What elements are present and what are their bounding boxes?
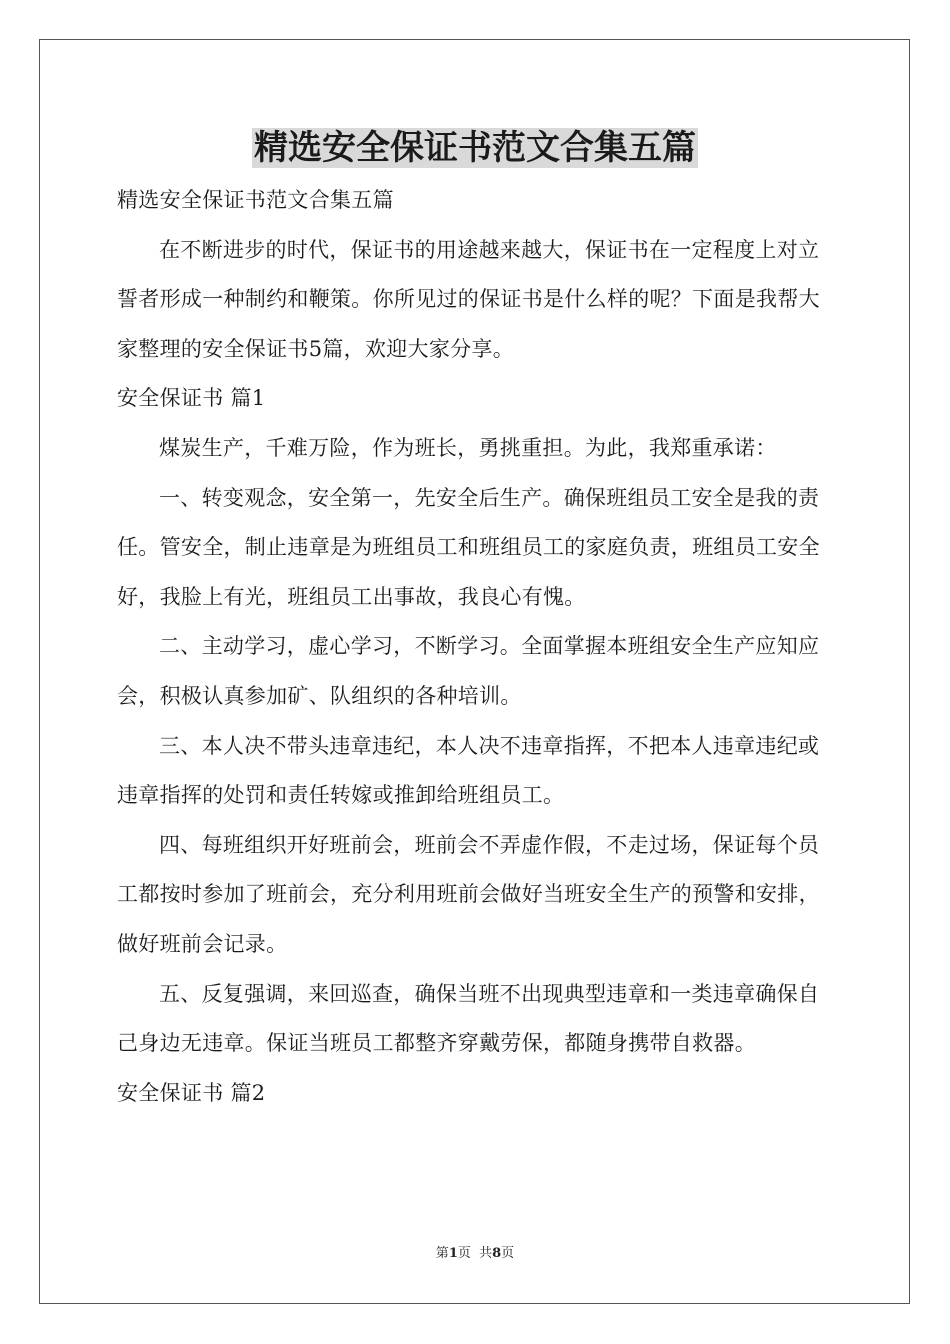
body-paragraph: 精选安全保证书范文合集五篇 [117,188,394,212]
footer-prefix: 第 [435,1246,449,1261]
footer-page-number: 1 [448,1246,458,1261]
document-title [0,124,950,172]
section-heading: 安全保证书 篇2 [117,1080,266,1105]
body-paragraph: 三、本人决不带头违章违纪，本人决不违章指挥，不把本人违章违纪或违章指挥的处罚和责任转嫁或推卸给班组员工。 [117,733,820,808]
footer-total-pages: 8 [492,1246,502,1261]
body-paragraph: 煤炭生产，千难万险，作为班长，勇挑重担。为此，我郑重承诺： [159,435,777,460]
body-paragraph: 一、转变观念，安全第一，先安全后生产。确保班组员工安全是我的责任。管安全，制止违章是为班组员工和班组员工的家庭负责，班组员工安全好，我脸上有光，班组员工出事故，我良心有愧。 [117,485,820,609]
body-paragraph: 在不断进步的时代，保证书的用途越来越大，保证书在一定程度上对立誓者形成一种制约和鞭策。你所见过的保证书是什么样的呢？下面是我帮大家整理的安全保证书5篇，欢迎大家分享。 [117,237,820,361]
section-heading: 安全保证书 篇1 [117,386,266,411]
footer-suffix: 页 [501,1246,515,1261]
body-paragraph: 二、主动学习，虚心学习，不断学习。全面掌握本班组安全生产应知应会，积极认真参加矿、队组织的各种培训。 [117,634,820,708]
footer-middle: 页 共 [457,1246,493,1261]
document-body [117,176,837,1118]
body-paragraph: 四、每班组织开好班前会，班前会不弄虚作假，不走过场，保证每个员工都按时参加了班前会，充分利用班前会做好当班安全生产的预警和安排，做好班前会记录。 [117,832,820,956]
body-paragraph: 五、反复强调，来回巡查，确保当班不出现典型违章和一类违章确保自己身边无违章。保证当班员工都整齐穿戴劳保，都随身携带自救器。 [117,981,820,1056]
document-title-text: 精选安全保证书范文合集五篇 [254,128,696,168]
page-footer [0,1245,950,1263]
